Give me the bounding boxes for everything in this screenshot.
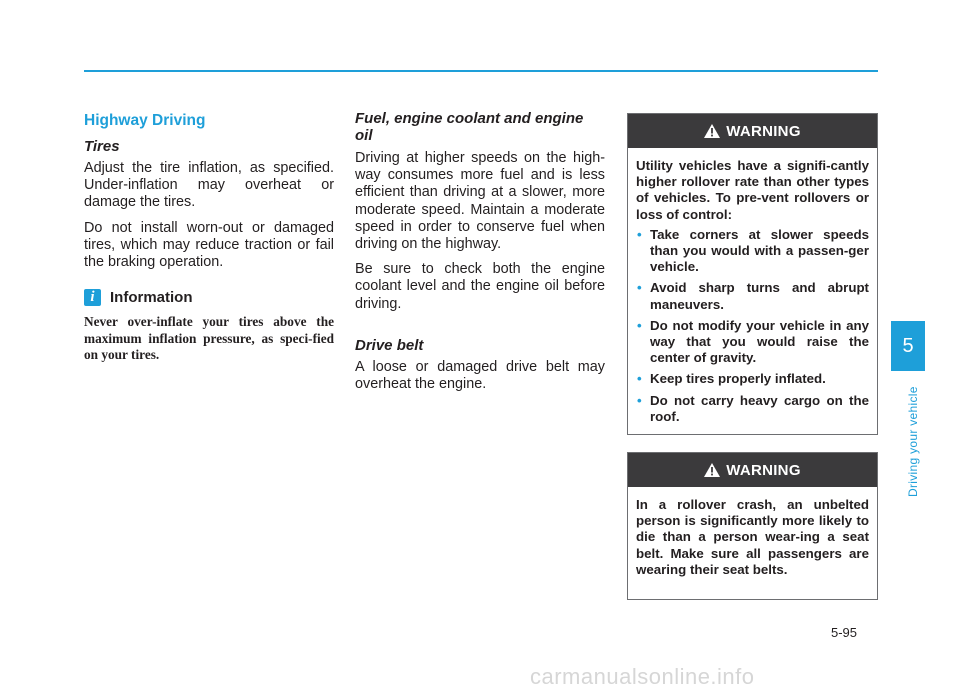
warning-title: WARNING [726, 461, 801, 479]
page-number: 5-95 [831, 625, 858, 640]
information-header [84, 289, 334, 306]
bullet-dot: • [637, 280, 642, 296]
information-text: Never over-inflate your tires above the maximum inflation pressure, as speci-fied on your tires. [84, 314, 334, 363]
belt-paragraph: A loose or damaged drive belt may overheat the engine. [355, 358, 605, 393]
fuel-paragraph-2: Be sure to check both the engine coolant level and the engine oil before driving. [355, 261, 605, 312]
warning-bullet-list [636, 227, 869, 425]
tires-heading: Tires [84, 138, 120, 155]
warning-text: In a rollover crash, an unbelted person is significantly more likely to die than a person wear-ing a seat belt. Make sure all passengers are wearing their seat belts. [636, 497, 869, 577]
left-column [84, 108, 334, 364]
warning-triangle-icon [704, 124, 720, 138]
warning-header [628, 453, 877, 487]
bullet-dot: • [637, 226, 642, 242]
information-title: Information [110, 289, 193, 307]
warning-bullet [636, 393, 869, 425]
warning-title: WARNING [726, 122, 801, 140]
fuel-paragraph-1: Driving at higher speeds on the high-way consumes more fuel and is less efficient than driving at a slower, more moderate speed. Maintain a moderate speed in order to conserve fuel when driving on the highway. [355, 150, 605, 253]
bullet-text: Take corners at slower speeds than you would with a passen-ger vehicle. [650, 226, 869, 275]
bullet-text: Do not carry heavy cargo on the roof. [650, 392, 869, 424]
bullet-dot: • [637, 317, 642, 333]
bullet-dot: • [637, 392, 642, 408]
bullet-text: Keep tires properly inflated. [650, 371, 826, 387]
belt-heading: Drive belt [355, 336, 424, 354]
tires-paragraph-1: Adjust the tire inflation, as specified. Under-inflation may overheat or damage the tires. [84, 160, 334, 211]
bullet-dot: • [637, 371, 642, 387]
tires-paragraph-2: Do not install worn-out or damaged tires, which may reduce traction or fail the braking operation. [84, 219, 334, 271]
chapter-title: Driving your vehicle [906, 386, 920, 497]
warning-bullet [636, 318, 869, 367]
warning-bullet [636, 371, 869, 387]
chapter-number: 5 [902, 334, 914, 357]
header-rule [84, 70, 878, 72]
bullet-text: Do not modify your vehicle in any way that you would raise the center of gravity. [650, 317, 869, 366]
warning-bullet [636, 227, 869, 276]
warning-bullet [636, 280, 869, 312]
info-icon: i [84, 289, 101, 306]
watermark: carmanualsonline.info [530, 664, 755, 689]
warning-header [628, 114, 877, 148]
middle-column [355, 108, 605, 401]
warning-intro: Utility vehicles have a signifi-cantly higher rollover rate than other types of vehicles. To pre-vent rollovers or loss of control: [636, 158, 869, 222]
seatbelt-warning-box [627, 452, 878, 600]
chapter-tab [891, 321, 925, 371]
warning-body [628, 487, 877, 578]
rollover-warning-box [627, 113, 878, 435]
warning-body [628, 148, 877, 425]
chapter-title-vertical [906, 385, 918, 505]
section-title: Highway Driving [84, 112, 206, 129]
bullet-text: Avoid sharp turns and abrupt maneuvers. [650, 280, 869, 312]
warning-triangle-icon [704, 463, 720, 477]
fuel-heading: Fuel, engine coolant and engine oil [355, 110, 584, 144]
